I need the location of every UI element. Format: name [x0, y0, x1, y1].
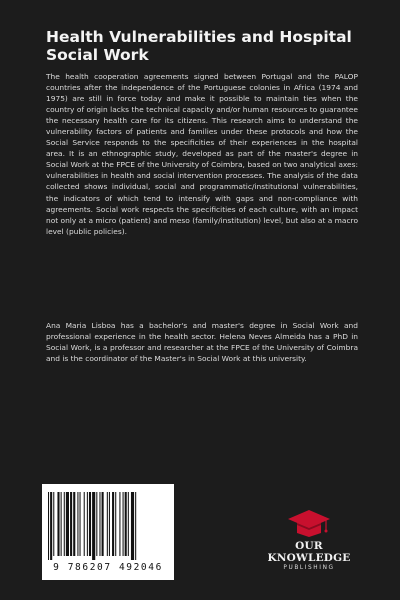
barcode-bar — [125, 492, 127, 556]
barcode-bar — [66, 492, 69, 556]
barcode-bar — [96, 492, 97, 556]
barcode-bar — [64, 492, 65, 556]
barcode-bar — [53, 492, 54, 556]
abstract-text: The health cooperation agreements signed between Portugal and the PALOP countries after the independence of the Portuguese colonies in Africa (1974 and 1975) are still in force today and make it possible to maintain ties when the country of origin lacks the technical capacity and/or human resources to guarantee the necessary health care for its citizens. This research aims to understand the vulnerability factors of patients and families under these protocols and how the Social Service responds to the specificities of their experiences in the hospital area. It is an ethnographic study, developed as part of the master's degree in Social Work at the FPCE of the University of Coimbra, based on two analytical axes: vulnerabilities in health and social intervention processes. The analysis of the data collected shows individual, social and programmatic/institutional vulnerabilities, the indicators of which tend to intensify with gaps and non-compliance with agreements. Social work respects the specificities of each culture, with an impact not only at a micro (patient) and meso (family/institution) level, but also at a macro level (public policies). — [46, 72, 358, 236]
barcode-bar — [128, 492, 129, 556]
barcode-bar — [61, 492, 62, 556]
barcode-bar — [115, 492, 116, 556]
barcode-bar — [48, 492, 49, 560]
barcode-bar — [123, 492, 124, 556]
author-bio-text: Ana Maria Lisboa has a bachelor's and master's degree in Social Work and professional experience in the health sector. Helena Neves Almeida has a PhD in Social Work, is a professor and researcher at the FPCE of the University of Coimbra and is the coordinator of the Master's in Social Work at this university. — [46, 321, 358, 364]
barcode-bar — [84, 492, 85, 556]
barcode-bar — [73, 492, 75, 556]
isbn-barcode — [42, 484, 174, 580]
barcode-bar — [80, 492, 81, 556]
barcode-bar — [87, 492, 88, 556]
barcode-bar — [57, 492, 59, 556]
publisher-name: OUR KNOWLEDGE — [267, 540, 351, 564]
barcode-bar — [102, 492, 104, 556]
barcode-bar — [77, 492, 78, 556]
barcode-bar — [112, 492, 114, 556]
barcode-bar — [50, 492, 52, 560]
barcode-bars — [48, 492, 168, 560]
publisher-subtitle: PUBLISHING — [283, 565, 335, 571]
barcode-bar — [99, 492, 100, 556]
barcode-bar — [135, 492, 136, 560]
barcode-bar — [89, 492, 91, 556]
isbn-number: 9 786207 492046 — [53, 562, 163, 573]
publisher-logo — [254, 508, 364, 578]
barcode-bar — [119, 492, 120, 556]
barcode-bar — [107, 492, 108, 556]
graduation-cap-icon — [286, 508, 332, 538]
barcode-bar — [131, 492, 134, 560]
book-title: Health Vulnerabilities and Hospital Social Work — [46, 28, 352, 64]
barcode-bar — [92, 492, 95, 560]
barcode-bar — [109, 492, 110, 556]
barcode-bar — [70, 492, 72, 556]
